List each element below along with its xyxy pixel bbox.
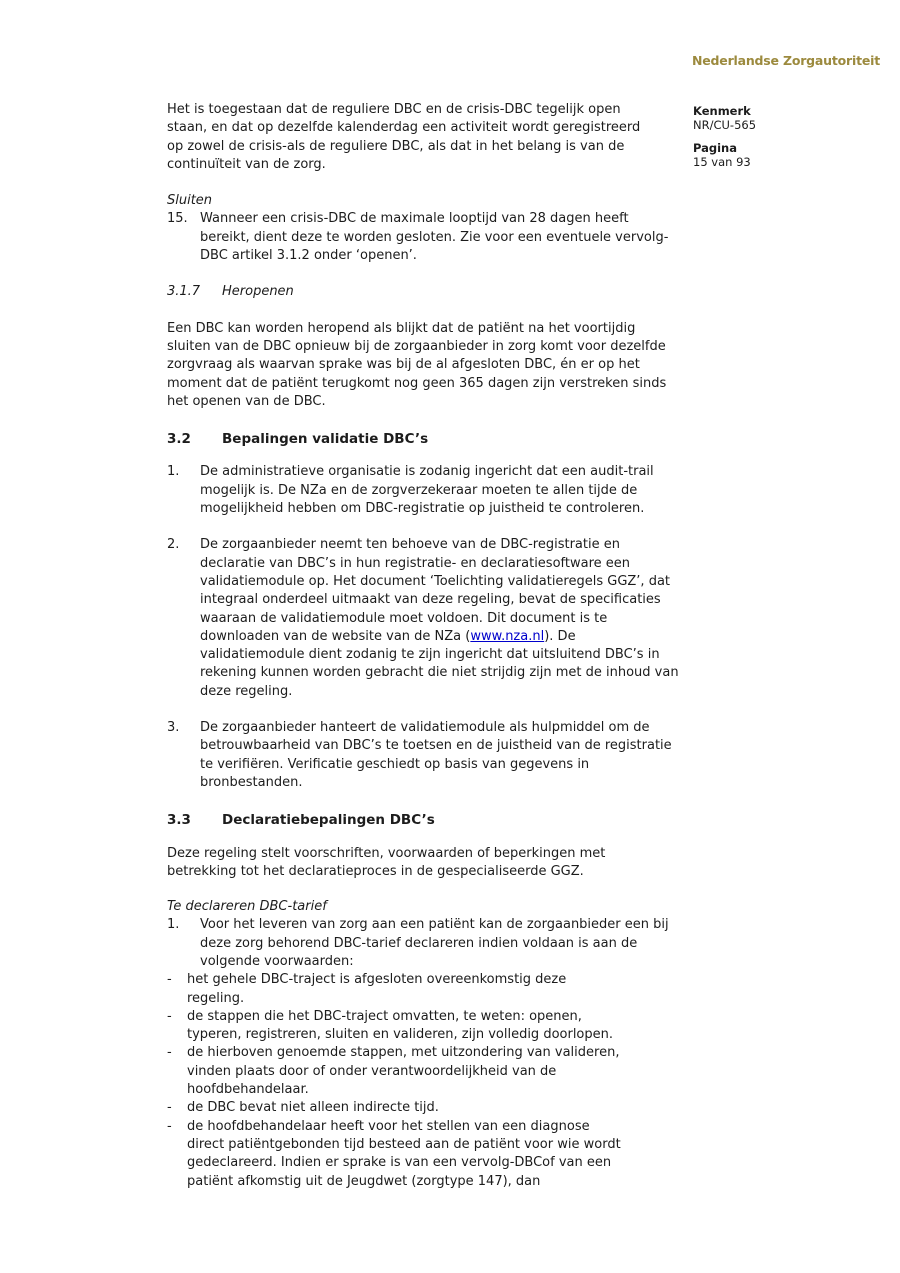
heropenen-paragraph: Een DBC kan worden heropend als blijkt dat de patiënt na het voortijdig sluiten van de DBC opnieuw bij de zorgaanbieder in zorg komt voor dezelfde zorgvraag als waarvan sprake was bij de al afgesloten DBC, én er op het moment dat de patiënt terugkomt nog geen 365 dagen zijn verstreken sinds het openen van de DBC.: [167, 320, 667, 409]
kenmerk-label: Kenmerk: [693, 104, 751, 118]
dash-bullet: -: [167, 972, 172, 988]
list-item-text: [200, 536, 682, 701]
nza-website-link[interactable]: www.nza.nl: [470, 628, 545, 644]
tarief-heading: Te declareren DBC-tarief: [167, 899, 327, 915]
condition-item: [167, 1099, 679, 1117]
sluiten-heading: Sluiten: [167, 193, 213, 209]
section-heading-3-2: [167, 430, 679, 448]
list-item-number: 1.: [167, 464, 180, 480]
list-item-1: [167, 463, 679, 518]
condition-item: [167, 971, 679, 1008]
list-item-text: De zorgaanbieder hanteert de validatiemodule als hulpmiddel om de betrouwbaarheid van DBC’s te toetsen en de juistheid van de registratie te verifiëren. Verificatie geschiedt op basis van gegevens in bronbestanden.: [200, 720, 672, 790]
section-title: Heropenen: [222, 284, 294, 300]
condition-text: de hierboven genoemde stappen, met uitzondering van valideren, vinden plaats door of onder verantwoordelijkheid van de hoofdbehandelaar.: [187, 1045, 620, 1098]
section-number: 3.1.7: [167, 284, 201, 300]
condition-item: [167, 1118, 679, 1191]
condition-text: het gehele DBC-traject is afgesloten overeenkomstig deze regeling.: [187, 972, 567, 1006]
list-item-number: 3.: [167, 720, 180, 736]
dash-bullet: -: [167, 1045, 172, 1061]
tarief-conditions-list: [167, 971, 679, 1191]
page-meta: [693, 104, 873, 178]
list-item-number: 1.: [167, 917, 180, 933]
text-after-link: ). De validatiemodule dient zodanig te zijn ingericht dat uitsluitend DBC’s in rekening kunnen worden gebracht die niet strijdig zijn met de inhoud van deze regeling.: [200, 628, 679, 699]
condition-text: de DBC bevat niet alleen indirecte tijd.: [187, 1100, 439, 1116]
condition-item: [167, 1044, 679, 1099]
condition-item: [167, 1008, 679, 1045]
list-item-3: [167, 719, 679, 792]
list-item-text: Wanneer een crisis-DBC de maximale looptijd van 28 dagen heeft bereikt, dient deze te worden gesloten. Zie voor een eventuele vervolg-DBC artikel 3.1.2 onder ‘openen’.: [200, 211, 669, 264]
nza-logo: Nederlandse Zorgautoriteit: [692, 53, 880, 68]
kenmerk-group: [693, 104, 873, 132]
dash-bullet: -: [167, 1008, 172, 1024]
list-item-text: De administratieve organisatie is zodanig ingericht dat een audit-trail mogelijk is. De NZa en de zorgverzekeraar moeten te allen tijde de mogelijkheid hebben om DBC-registratie op juistheid te controleren.: [200, 464, 654, 517]
list-item-2: [167, 536, 679, 701]
list-item-number: 2.: [167, 537, 180, 553]
section-number: 3.2: [167, 431, 191, 448]
condition-text: de stappen die het DBC-traject omvatten, te weten: openen, typeren, registreren, sluiten en valideren, zijn volledig doorlopen.: [187, 1008, 614, 1043]
tarief-list-item-1: [167, 916, 679, 971]
section-heading-3-1-7: [167, 283, 679, 301]
text-before-link: De zorgaanbieder neemt ten behoeve van de DBC-registratie en declaratie van DBC’s in hun registratie- en declaratiesoftware een validatiemodule op. Het document ‘Toelichting validatieregels GGZ’, dat integraal onderdeel uitmaakt van deze regeling, bevat de specificaties waaraan de validatiemodule moet voldoen. Dit document is te downloaden van de website van de NZa (: [200, 537, 671, 644]
dash-bullet: -: [167, 1100, 172, 1116]
kenmerk-value: NR/CU-565: [693, 118, 757, 132]
condition-text: de hoofdbehandelaar heeft voor het stellen van een diagnose direct patiëntgebonden tijd besteed aan de patiënt voor wie wordt gedeclareerd. Indien er sprake is van een vervolg-DBCof van een patiënt afkomstig uit de Jeugdwet (zorgtype 147), dan: [187, 1118, 621, 1189]
declaratie-paragraph: Deze regeling stelt voorschriften, voorwaarden of beperkingen met betrekking tot het declaratieproces in de gespecialiseerde GGZ.: [167, 845, 606, 879]
dash-bullet: -: [167, 1118, 172, 1134]
section-number: 3.3: [167, 812, 191, 829]
section-heading-3-3: [167, 811, 679, 829]
list-item-text: Voor het leveren van zorg aan een patiënt kan de zorgaanbieder een bij deze zorg behorend DBC-tarief declareren indien voldaan is aan de volgende voorwaarden:: [200, 917, 669, 969]
list-item-15: [167, 210, 679, 265]
pagina-value: 15 van 93: [693, 155, 751, 169]
intro-paragraph: Het is toegestaan dat de reguliere DBC en de crisis-DBC tegelijk open staan, en dat op dezelfde kalenderdag een activiteit wordt geregistreerd op zowel de crisis-als de reguliere DBC, als dat in het belang is van de continuïteit van de zorg.: [167, 102, 641, 172]
document-body: [167, 101, 679, 1209]
pagina-group: [693, 141, 873, 169]
section-title: Declaratiebepalingen DBC’s: [222, 812, 435, 829]
pagina-label: Pagina: [693, 141, 738, 155]
list-item-number: 15.: [167, 211, 188, 227]
section-title: Bepalingen validatie DBC’s: [222, 431, 429, 448]
